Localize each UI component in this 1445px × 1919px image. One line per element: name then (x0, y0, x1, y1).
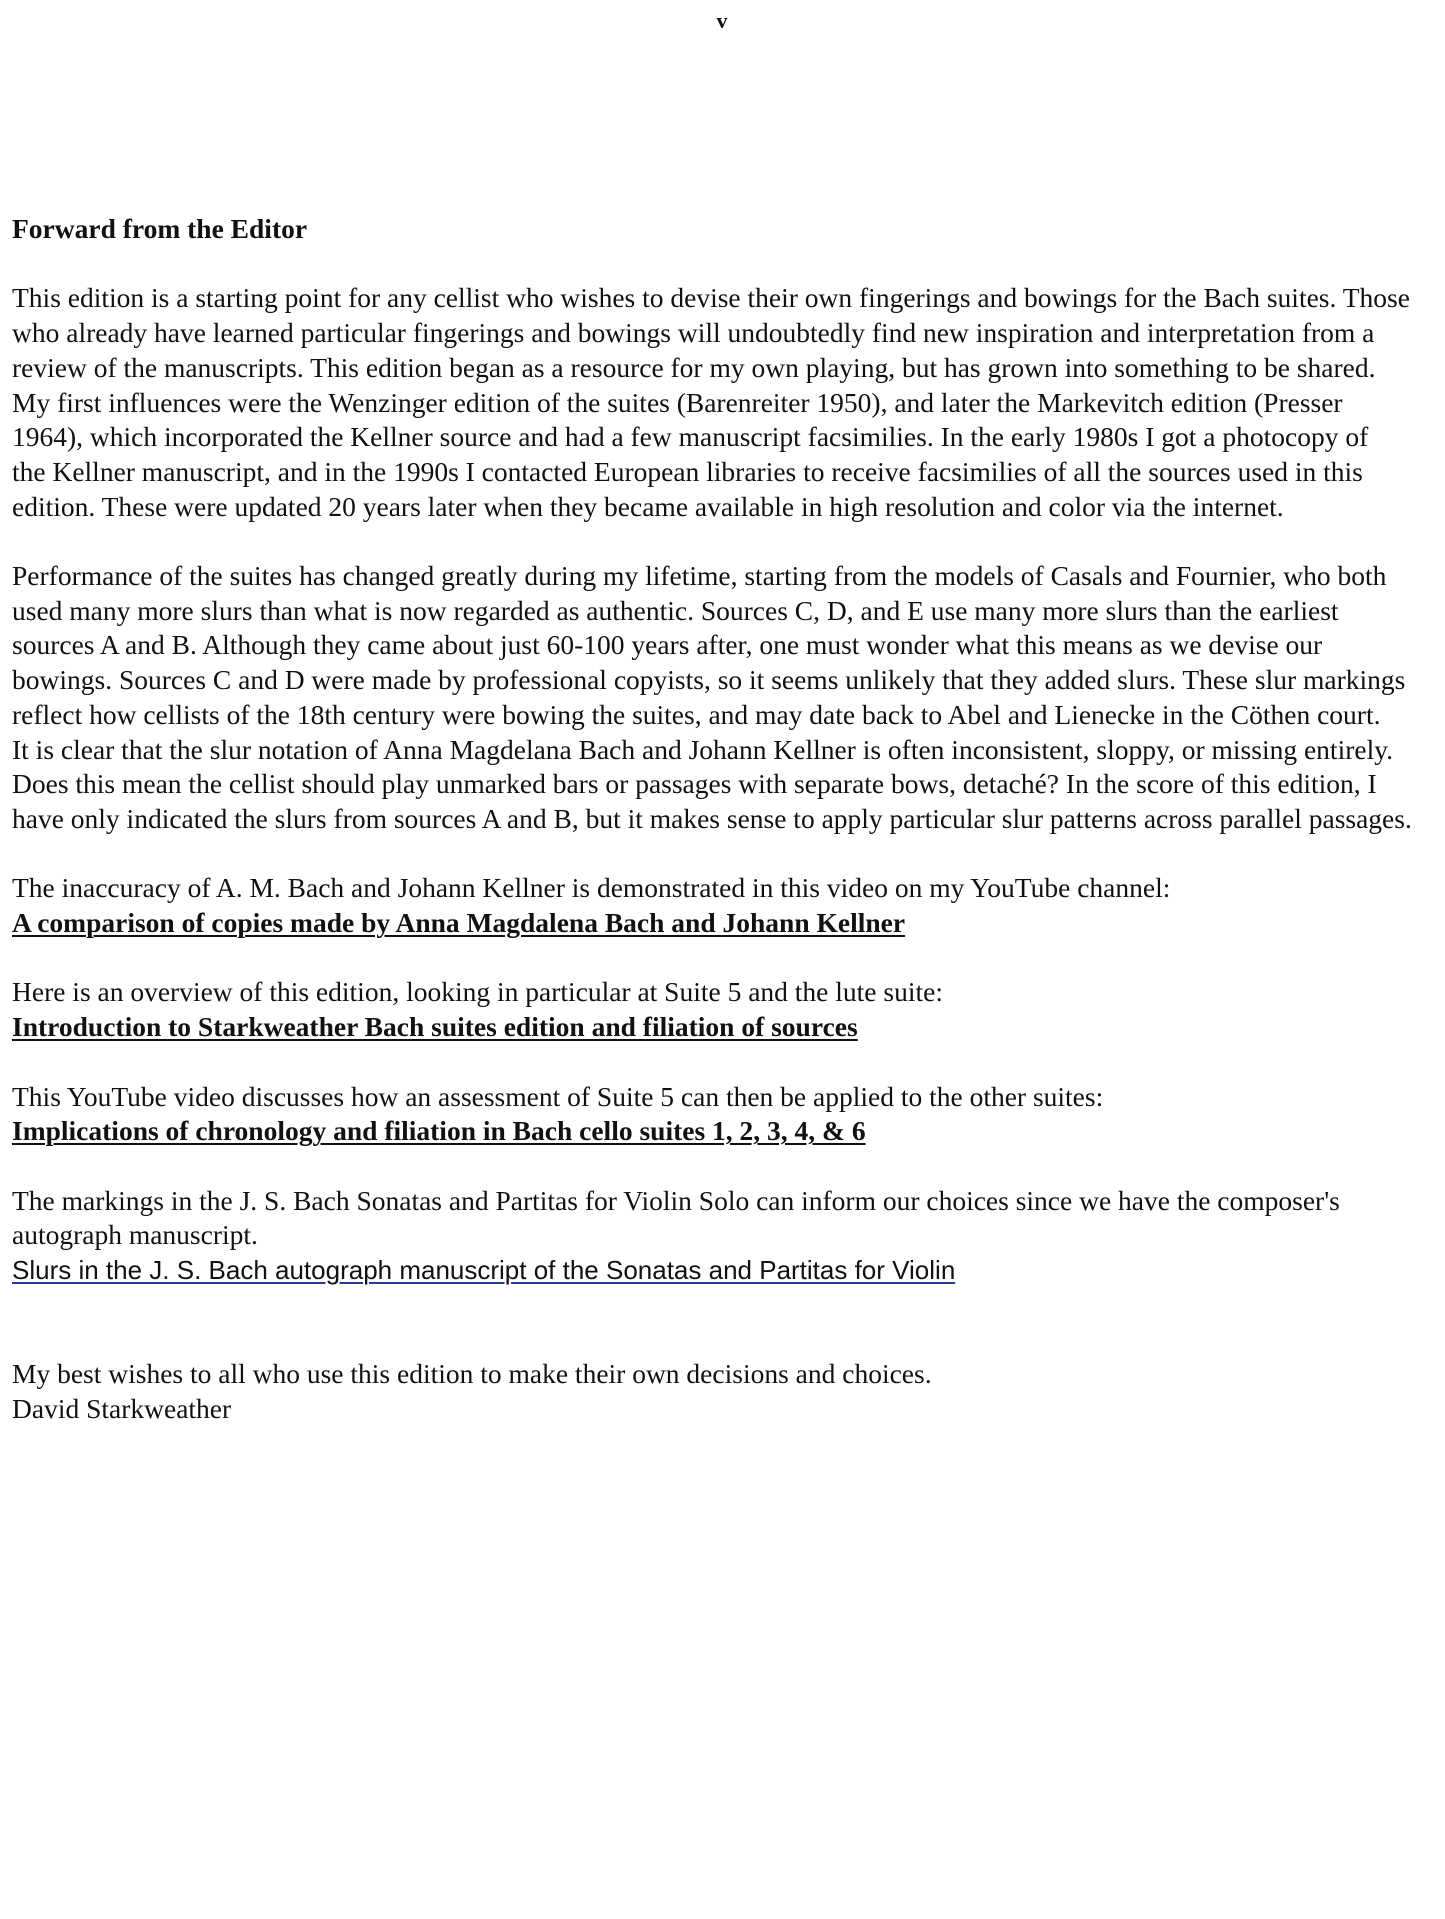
violin-intro-text: The markings in the J. S. Bach Sonatas and Partitas for Violin Solo can inform our choices since we have the composer's (12, 1184, 1340, 1216)
page-title: Forward from the Editor (12, 213, 308, 244)
text-line: sources A and B. Although they came about just 60-100 years after, one must wonder what this means as we devise our (12, 629, 1323, 661)
section-violin-slurs (12, 1184, 1432, 1288)
video-link-implications[interactable]: Implications of chronology and filiation in Bach cello suites 1, 2, 3, 4, & 6 (12, 1115, 866, 1147)
closing-wishes: My best wishes to all who use this edition to make their own decisions and choices. (12, 1358, 932, 1390)
paragraph-performance-slurs (12, 559, 1432, 837)
video-intro-text: This YouTube video discusses how an assessment of Suite 5 can then be applied to the other suites: (12, 1080, 1104, 1112)
video-intro-text: Here is an overview of this edition, looking in particular at Suite 5 and the lute suite: (12, 976, 943, 1008)
text-line: It is clear that the slur notation of Anna Magdelana Bach and Johann Kellner is often inconsistent, sloppy, or missing entirely. (12, 733, 1394, 765)
closing-section (12, 1357, 1432, 1426)
text-line: the Kellner manuscript, and in the 1990s I contacted European libraries to receive facsimilies of all the sources used in this (12, 455, 1363, 487)
text-line: Does this mean the cellist should play unmarked bars or passages with separate bows, detaché? In the score of this edition, I (12, 768, 1377, 800)
video-link-violin-slurs[interactable]: Slurs in the J. S. Bach autograph manuscript of the Sonatas and Partitas for Violin (12, 1255, 956, 1285)
section-video-overview (12, 975, 1432, 1044)
text-line: used many more slurs than what is now regarded as authentic. Sources C, D, and E use many more slurs than the earliest (12, 594, 1339, 626)
video-link-introduction[interactable]: Introduction to Starkweather Bach suites edition and filiation of sources (12, 1011, 858, 1043)
text-line: 1964), which incorporated the Kellner source and had a few manuscript facsimilies. In the early 1980s I got a photocopy of (12, 421, 1369, 453)
section-video-implications (12, 1080, 1432, 1149)
text-line: Performance of the suites has changed greatly during my lifetime, starting from the models of Casals and Fournier, who both (12, 560, 1387, 591)
text-line: This edition is a starting point for any cellist who wishes to devise their own fingerings and bowings for the Bach suites. Those (12, 282, 1410, 314)
text-line: bowings. Sources C and D were made by professional copyists, so it seems unlikely that they added slurs. These slur markings (12, 664, 1406, 696)
video-link-comparison[interactable]: A comparison of copies made by Anna Magdalena Bach and Johann Kellner (12, 907, 906, 939)
text-line: review of the manuscripts. This edition began as a resource for my own playing, but has grown into something to be shared. (12, 351, 1376, 383)
video-intro-text: The inaccuracy of A. M. Bach and Johann Kellner is demonstrated in this video on my YouTube channel: (12, 872, 1171, 904)
section-video-comparison (12, 871, 1432, 940)
text-line: My first influences were the Wenzinger edition of the suites (Barenreiter 1950), and later the Markevitch edition (Presser (12, 386, 1343, 418)
violin-intro-text: autograph manuscript. (12, 1219, 258, 1251)
paragraph-editions-history (12, 281, 1432, 524)
text-line: edition. These were updated 20 years later when they became available in high resolution and color via the internet. (12, 490, 1284, 522)
signature: David Starkweather (12, 1392, 232, 1424)
text-line: reflect how cellists of the 18th century were bowing the suites, and may date back to Abel and Lienecke in the Cöthen court. (12, 698, 1381, 730)
text-line: have only indicated the slurs from sources A and B, but it makes sense to apply particular slur patterns across parallel passages. (12, 802, 1412, 834)
page-number: v (716, 8, 729, 33)
text-line: who already have learned particular fingerings and bowings will undoubtedly find new inspiration and interpretation from a (12, 317, 1375, 349)
document-body (12, 212, 1432, 1461)
